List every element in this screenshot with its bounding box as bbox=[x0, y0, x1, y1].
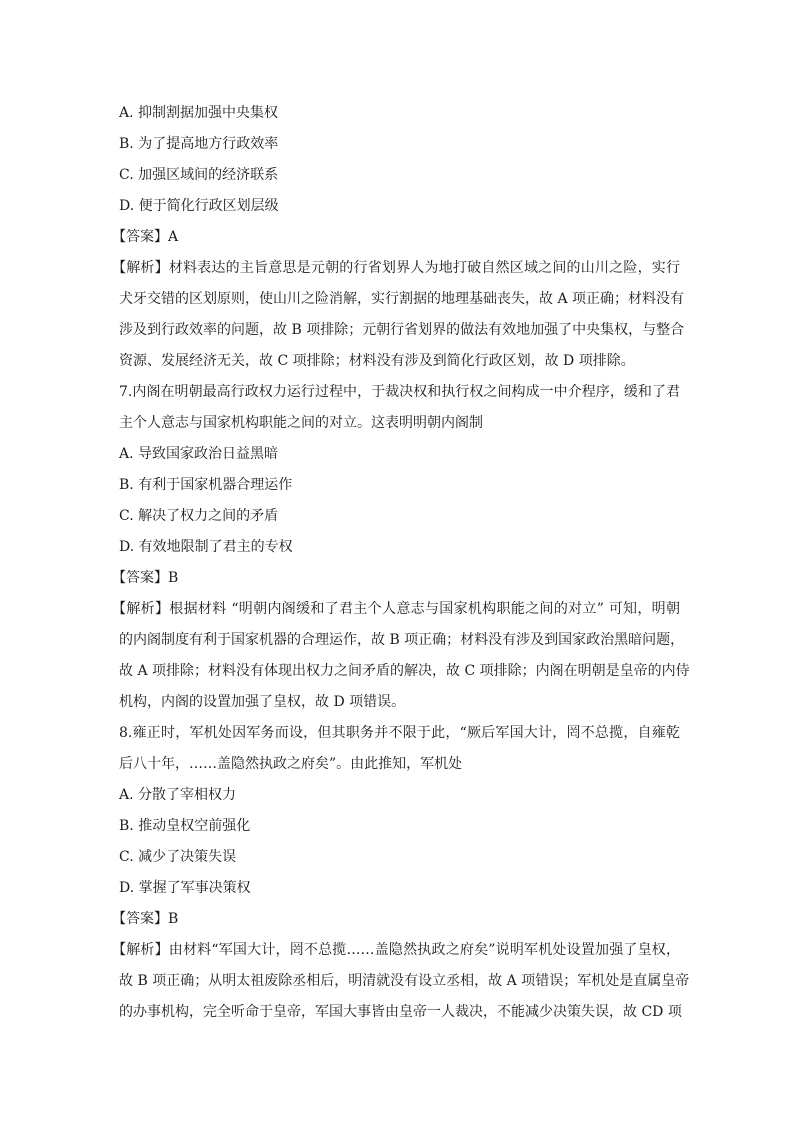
q6-answer: 【答案】A bbox=[112, 229, 179, 245]
q8-option-d: D. 掌握了军事决策权 bbox=[119, 880, 251, 896]
q8-analysis-line: 故 B 项正确；从明太祖废除丞相后，明清就没有设立丞相，故 A 项错误；军机处是直属皇帝 bbox=[119, 973, 690, 989]
q7-option-c: C. 解决了权力之间的矛盾 bbox=[119, 508, 279, 524]
q7-analysis-line: 故 A 项排除；材料没有体现出权力之间矛盾的解决，故 C 项排除；内阁在明朝是皇帝的内侍 bbox=[119, 663, 690, 679]
q8-analysis-line: 【解析】由材料“军国大计，罔不总揽……盖隐然执政之府矣”说明军机处设置加强了皇权， bbox=[112, 942, 680, 958]
q8-answer: 【答案】B bbox=[112, 911, 179, 927]
q6-option-b: B. 为了提高地方行政效率 bbox=[119, 136, 279, 152]
q7-answer: 【答案】B bbox=[112, 570, 179, 586]
q7-analysis-line: 机构，内阁的设置加强了皇权，故 D 项错误。 bbox=[119, 694, 406, 710]
q7-analysis-line: 【解析】根据材料 “明朝内阁缓和了君主个人意志与国家机构职能之间的对立” 可知，明朝 bbox=[112, 601, 680, 617]
q8-option-b: B. 推动皇权空前强化 bbox=[119, 818, 251, 834]
q8-stem-line: 后八十年，……盖隐然执政之府矣”。由此推知，军机处 bbox=[119, 756, 463, 772]
q7-option-b: B. 有利于国家机器合理运作 bbox=[119, 477, 293, 493]
q8-option-c: C. 减少了决策失误 bbox=[119, 849, 237, 865]
q6-option-a: A. 抑制割据加强中央集权 bbox=[119, 105, 279, 121]
q8-option-a: A. 分散了宰相权力 bbox=[119, 787, 237, 803]
q6-option-c: C. 加强区域间的经济联系 bbox=[119, 167, 279, 183]
q7-option-d: D. 有效地限制了君主的专权 bbox=[119, 539, 293, 555]
q7-stem-line: 7.内阁在明朝最高行政权力运行过程中，于裁决权和执行权之间构成一中介程序，缓和了君 bbox=[119, 384, 680, 400]
q7-analysis-line: 的内阁制度有利于国家机器的合理运作，故 B 项正确；材料没有涉及到国家政治黑暗问题， bbox=[119, 632, 685, 648]
q6-analysis-line: 资源、发展经济无关，故 C 项排除；材料没有涉及到简化行政区划，故 D 项排除。 bbox=[119, 353, 635, 369]
q8-analysis-line: 的办事机构，完全听命于皇帝，军国大事皆由皇帝一人裁决，不能减少决策失误，故 CD 项 bbox=[119, 1004, 682, 1020]
q6-analysis-line: 【解析】材料表达的主旨意思是元朝的行省划界人为地打破自然区域之间的山川之险，实行 bbox=[112, 260, 680, 276]
q7-option-a: A. 导致国家政治日益黑暗 bbox=[119, 446, 279, 462]
q6-option-d: D. 便于简化行政区划层级 bbox=[119, 198, 279, 214]
q7-stem-line: 主个人意志与国家机构职能之间的对立。这表明明朝内阁制 bbox=[119, 415, 483, 431]
q8-stem-line: 8.雍正时，军机处因军务而设，但其职务并不限于此，“厥后军国大计，罔不总揽，自雍乾 bbox=[119, 725, 680, 741]
q6-analysis-line: 犬牙交错的区划原则，使山川之险消解，实行割据的地理基础丧失，故 A 项正确；材料没有 bbox=[119, 291, 685, 307]
q6-analysis-line: 涉及到行政效率的问题，故 B 项排除；元朝行省划界的做法有效地加强了中央集权，与整合 bbox=[119, 322, 685, 338]
